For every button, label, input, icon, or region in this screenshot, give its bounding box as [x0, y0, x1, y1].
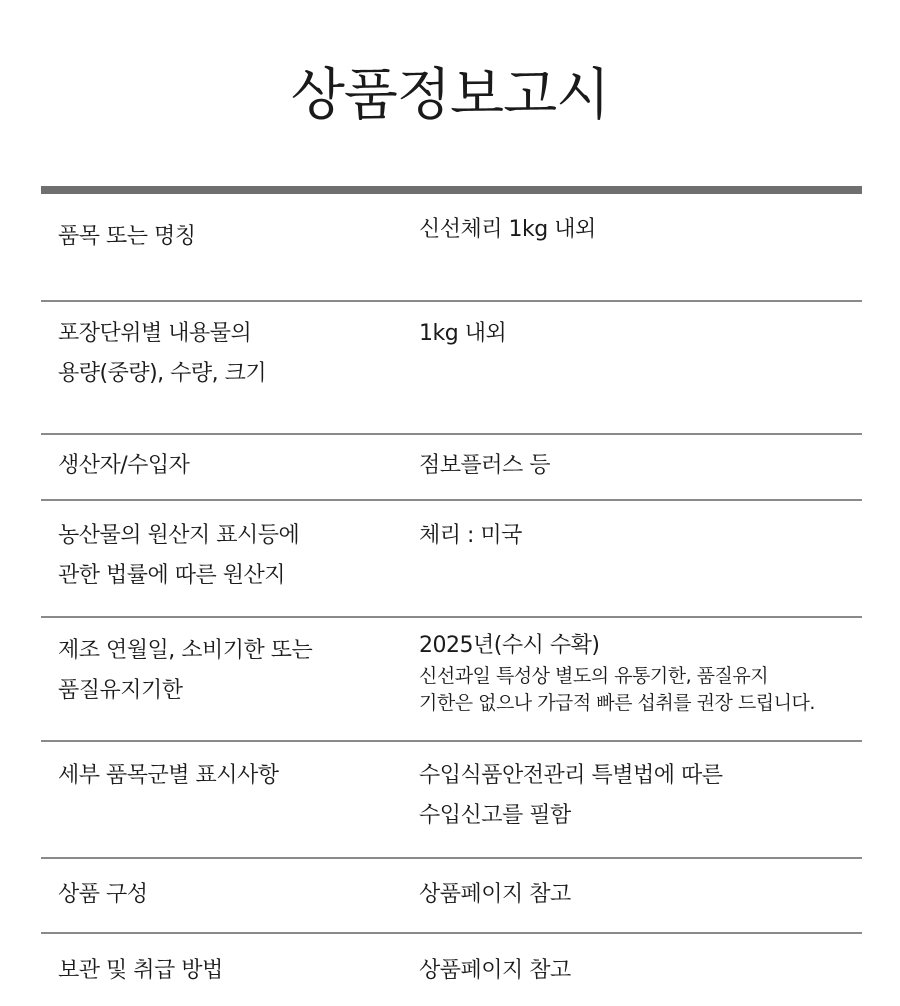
row-value [419, 756, 723, 836]
table-row [41, 501, 862, 618]
row-value [419, 210, 596, 250]
row-value-line: 수입식품안전관리 특별법에 따른 [419, 763, 723, 788]
table-row [41, 934, 862, 1006]
row-value-line: 점보플러스 등 [419, 453, 551, 478]
row-label-line: 용량(중량), 수량, 크기 [58, 361, 267, 386]
row-label-line: 품목 또는 명칭 [58, 224, 196, 249]
row-label-line: 품질유지기한 [58, 678, 183, 703]
row-label-line: 상품 구성 [58, 882, 148, 907]
table-row [41, 618, 862, 742]
table-row [41, 742, 862, 859]
row-label [58, 516, 299, 596]
row-label [58, 446, 189, 486]
row-label [58, 217, 196, 257]
row-value-line: 체리 : 미국 [419, 523, 522, 548]
row-label [58, 631, 312, 711]
row-label [58, 875, 148, 915]
header-divider [41, 186, 862, 194]
row-value [419, 951, 571, 991]
row-label-line: 세부 품목군별 표시사항 [58, 763, 279, 788]
row-value-line: 상품페이지 참고 [419, 958, 571, 983]
row-value-line: 2025년(수시 수확) [419, 633, 600, 658]
page-title: 상품정보고시 [290, 63, 610, 128]
row-value [419, 875, 571, 915]
table-row [41, 859, 862, 934]
row-label [58, 314, 266, 394]
row-value-note: 신선과일 특성상 별도의 유통기한, 품질유지 [419, 665, 769, 687]
row-label-line: 관한 법률에 따른 원산지 [58, 563, 286, 588]
row-label-line: 생산자/수입자 [58, 453, 190, 478]
row-value-line: 수입신고를 필함 [419, 803, 571, 828]
row-value [419, 314, 506, 354]
table-row [41, 302, 862, 435]
row-label [58, 756, 279, 796]
row-value-note: 기한은 없으나 가급적 빠른 섭취를 권장 드립니다. [419, 692, 815, 714]
row-value-line: 상품페이지 참고 [419, 882, 571, 907]
row-value-line: 신선체리 1kg 내외 [419, 217, 596, 242]
product-info-table [41, 194, 862, 1006]
row-value-line: 1kg 내외 [419, 321, 507, 346]
row-label-line: 제조 연월일, 소비기한 또는 [58, 638, 313, 663]
table-row [41, 435, 862, 501]
row-value [419, 516, 522, 556]
row-value [419, 629, 815, 717]
row-label [58, 951, 223, 991]
row-value [419, 446, 550, 486]
row-label-line: 보관 및 취급 방법 [58, 958, 223, 983]
table-row [41, 194, 862, 302]
row-label-line: 농산물의 원산지 표시등에 [58, 523, 300, 548]
row-label-line: 포장단위별 내용물의 [58, 321, 252, 346]
